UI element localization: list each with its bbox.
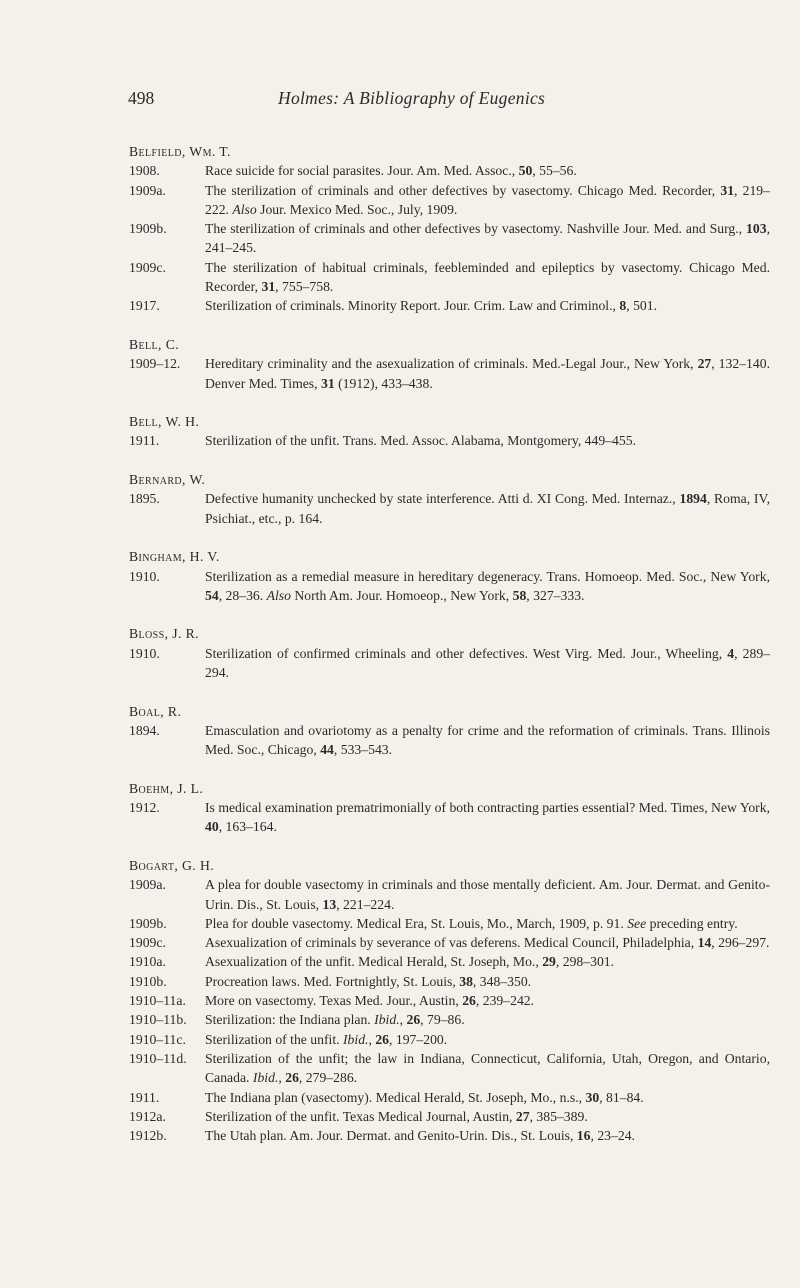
citation-text: , 533–543. [333,742,393,758]
citation-text: Is medical examination prematrimonially of both contracting parties essential? Med. Times, New York, [205,800,770,816]
volume-number: 4 [727,645,735,661]
volume-number: 29 [542,954,556,970]
citation-text: Asexualization of criminals by severance of vas deferens. Medical Council, Philadelphia, [205,935,698,951]
entry-citation [205,1030,770,1049]
entry-year: 1911. [129,433,160,449]
bibliography-entry [129,354,770,393]
entry-year: 1895. [129,491,160,507]
citation-text: (1912), 433–438. [334,375,433,391]
citation-text: , 501. [626,298,658,314]
entry-citation [205,1088,770,1107]
entry-year: 1910. [129,568,160,584]
entry-citation [205,933,770,952]
entry-year: 1909a. [129,182,166,198]
citation-text: More on vasectomy. Texas Med. Jour., Austin, [205,993,463,1009]
bibliography-list [129,142,770,1165]
bibliography-entry [129,431,770,450]
citation-text: Hereditary criminality and the asexualization of criminals. Med.-Legal Jour., New York, [205,356,698,372]
citation-text: , 81–84. [599,1089,644,1105]
volume-number: 30 [585,1089,600,1105]
volume-number: 16 [576,1128,591,1144]
bibliography-entry [129,1049,770,1088]
volume-number: 40 [205,819,219,835]
citation-text: , 23–24. [590,1128,635,1144]
entry-citation [205,1049,770,1088]
citation-text: Sterilization of the unfit; the law in Indiana, Connecticut, California, Utah, Oregon, and Ontario, Canada. [205,1050,770,1086]
bibliography-entry [129,875,770,914]
entry-citation [205,721,770,760]
entry-year: 1894. [129,722,160,738]
citation-text: , 55–56. [532,163,577,179]
bibliography-entry [129,952,770,971]
citation-text: North Am. Jour. Homoeop., New York, [290,587,513,603]
bibliography-entry [129,1030,770,1049]
author-block [129,624,770,682]
entry-citation [205,489,770,528]
citation-text: Sterilization of confirmed criminals and other defectives. West Virg. Med. Jour., Wheeling, [205,645,728,661]
italic-text: Ibid. [252,1070,279,1086]
author-name: Bell, C. [129,336,180,352]
citation-text: , [278,1070,286,1086]
citation-text: , 241–245. [205,221,770,256]
author-block [129,856,770,1145]
entry-year: 1910. [129,645,160,661]
citation-text: Sterilization as a remedial measure in hereditary degeneracy. Trans. Homoeop. Med. Soc., New York, [205,568,770,584]
citation-text: , Roma, IV, Psichiat., etc., p. 164. [205,491,770,526]
citation-text: Race suicide for social parasites. Jour. Am. Med. Assoc., [205,163,519,179]
entry-citation [205,952,770,971]
bibliography-entry [129,258,770,297]
author-name: Boehm, J. L. [129,780,204,796]
entry-citation [205,431,770,450]
citation-text: , 348–350. [472,973,532,989]
citation-text: , 79–86. [420,1012,465,1028]
bibliography-entry [129,1010,770,1029]
volume-number: 31 [720,182,735,198]
entry-year: 1909b. [129,221,167,237]
entry-citation [205,1010,770,1029]
entry-year: 1910a. [129,954,166,970]
author-block [129,142,770,316]
page-number: 498 [128,88,155,108]
citation-text: Sterilization of the unfit. Trans. Med. Assoc. Alabama, Montgomery, 449–455. [205,433,636,449]
entry-citation [205,1107,770,1126]
entry-citation [205,567,770,606]
citation-text: , 163–164. [218,819,277,835]
italic-text: Ibid. [343,1031,369,1047]
bibliography-entry [129,219,770,258]
author-name: Bogart, G. H. [129,857,215,873]
citation-text: The sterilization of criminals and other defectives by vasectomy. Nashville Jour. Med. and Surg., [205,221,747,237]
entry-year: 1910–11a. [129,993,186,1009]
author-name: Boal, R. [129,703,182,719]
entry-citation [205,914,770,933]
entry-year: 1910b. [129,973,167,989]
author-block [129,702,770,760]
bibliography-entry [129,296,770,315]
author-block [129,547,770,605]
citation-text: preceding entry. [646,915,738,931]
bibliography-entry [129,933,770,952]
citation-text: The sterilization of habitual criminals, feebleminded and epileptics by vasectomy. Chicago Med. Recorder, [205,259,770,295]
volume-number: 27 [697,356,712,372]
volume-number: 58 [512,587,527,603]
author-name: Bell, W. H. [129,414,200,430]
entry-year: 1911. [129,1089,160,1105]
entry-year: 1909c. [129,259,166,275]
citation-text: Sterilization: the Indiana plan. [205,1012,375,1028]
volume-number: 103 [746,221,767,237]
bibliography-entry [129,1107,770,1126]
bibliography-entry [129,1126,770,1145]
citation-text: , 132–140. Denver Med. Times, [205,356,771,391]
bibliography-entry [129,181,770,220]
volume-number: 31 [320,375,335,391]
entry-citation [205,181,770,220]
bibliography-entry [129,798,770,837]
entry-citation [205,875,770,914]
volume-number: 38 [459,973,473,989]
italic-text: Also [266,587,291,603]
citation-text: Sterilization of the unfit. Texas Medical Journal, Austin, [205,1108,516,1124]
citation-text: The Indiana plan (vasectomy). Medical Herald, St. Joseph, Mo., n.s., [205,1089,586,1105]
bibliography-entry [129,721,770,760]
citation-text: , 279–286. [298,1070,358,1086]
citation-text: Asexualization of the unfit. Medical Herald, St. Joseph, Mo., [205,954,543,970]
bibliography-entry [129,1088,770,1107]
entry-citation [205,644,770,683]
entry-year: 1910–11b. [129,1012,187,1028]
author-block [129,779,770,837]
entry-citation [205,258,770,297]
author-name: Belfield, Wm. T. [129,144,231,159]
volume-number: 27 [515,1108,530,1124]
citation-text: , 197–200. [389,1031,448,1047]
volume-number: 44 [320,742,334,758]
entry-year: 1909c. [129,935,166,951]
entry-year: 1909a. [129,877,166,893]
citation-text: Emasculation and ovariotomy as a penalty for crime and the reformation of criminals. Trans. Illinois Med. Soc., Chicago, [205,722,770,758]
citation-text: , 755–758. [275,279,334,295]
author-name: Bingham, H. V. [129,549,220,565]
entry-citation [205,161,770,180]
bibliography-entry [129,991,770,1010]
entry-citation [205,991,770,1010]
volume-number: 54 [205,587,219,603]
entry-citation [205,798,770,837]
citation-text: , [399,1012,407,1028]
entry-year: 1910–11c. [129,1031,186,1047]
bibliography-entry [129,644,770,683]
entry-year: 1912a. [129,1108,166,1124]
volume-number: 26 [375,1031,390,1047]
citation-text: Plea for double vasectomy. Medical Era, St. Louis, Mo., March, 1909, p. 91. [205,915,628,931]
citation-text: , 327–333. [526,587,585,603]
volume-number: 26 [285,1070,299,1086]
volume-number: 14 [697,935,712,951]
italic-text: Ibid. [374,1012,400,1028]
citation-text: , 221–224. [336,896,395,912]
entry-year: 1912b. [129,1128,167,1144]
volume-number: 8 [619,298,627,314]
entry-citation [205,219,770,258]
running-title: Holmes: A Bibliography of Eugenics [278,88,546,108]
citation-text: , 219–222. [205,182,770,217]
volume-number: 1894 [679,491,707,507]
author-block [129,335,770,393]
citation-text: Procreation laws. Med. Fortnightly, St. Louis, [205,973,460,989]
author-name: Bernard, W. [129,472,206,488]
citation-text: Jour. Mexico Med. Soc., July, 1909. [256,201,458,217]
citation-text: , 385–389. [529,1108,588,1124]
citation-text: , [368,1031,376,1047]
italic-text: See [627,915,647,931]
entry-year: 1909b. [129,915,167,931]
bibliography-entry [129,972,770,991]
citation-text: Sterilization of the unfit. [205,1031,343,1047]
bibliography-entry [129,489,770,528]
author-block [129,412,770,451]
citation-text: , 289–294. [205,645,771,681]
entry-year: 1908. [129,163,160,179]
citation-text: , 28–36. [218,587,267,603]
bibliography-entry [129,567,770,606]
italic-text: Also [232,201,257,217]
bibliography-entry [129,161,770,180]
citation-text: Defective humanity unchecked by state interference. Atti d. XI Cong. Med. Internaz., [205,491,680,507]
citation-text: Sterilization of criminals. Minority Report. Jour. Crim. Law and Criminol., [205,298,620,314]
entry-citation [205,972,770,991]
citation-text: , 298–301. [555,954,615,970]
volume-number: 50 [518,163,533,179]
citation-text: A plea for double vasectomy in criminals and those mentally deficient. Am. Jour. Dermat. and Genito-Urin. Dis., St. Louis, [205,877,770,912]
author-block [129,470,770,528]
bibliography-entry [129,914,770,933]
citation-text: The Utah plan. Am. Jour. Dermat. and Genito-Urin. Dis., St. Louis, [205,1128,577,1144]
page-header [128,88,688,114]
volume-number: 13 [322,896,337,912]
volume-number: 26 [462,993,476,1009]
volume-number: 31 [261,279,276,295]
entry-year: 1909–12. [129,356,181,372]
entry-citation [205,1126,770,1145]
volume-number: 26 [406,1012,421,1028]
entry-citation [205,354,770,393]
citation-text: The sterilization of criminals and other defectives by vasectomy. Chicago Med. Recorder, [205,182,721,198]
entry-citation [205,296,770,315]
entry-year: 1917. [129,298,160,314]
citation-text: , 239–242. [475,993,535,1009]
citation-text: , 296–297. [711,935,770,951]
author-name: Bloss, J. R. [129,626,199,642]
entry-year: 1910–11d. [129,1050,187,1066]
entry-year: 1912. [129,800,160,816]
